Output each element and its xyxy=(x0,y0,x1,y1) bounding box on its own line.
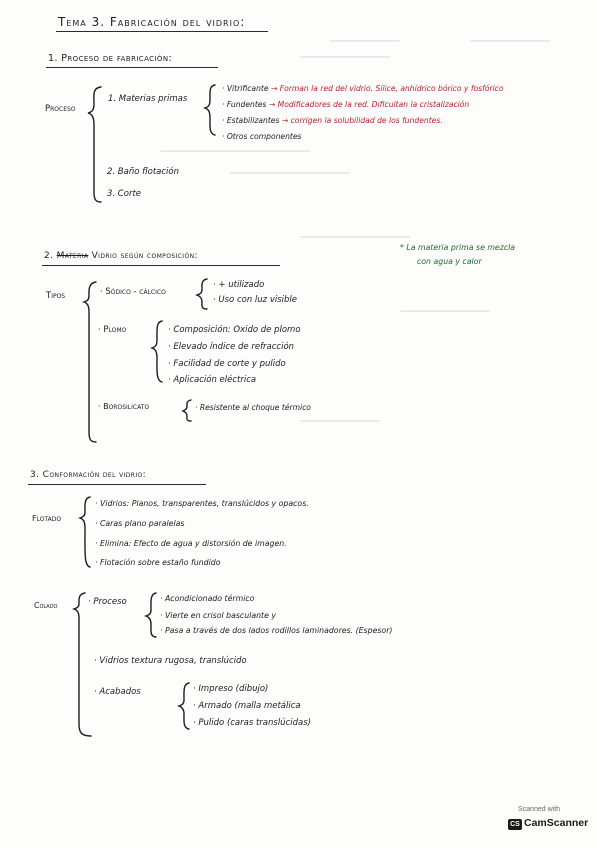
bleed-mark xyxy=(470,40,550,42)
vitrificante-name: · Vitrificante xyxy=(222,84,269,93)
vitrificante-line xyxy=(222,84,504,93)
plomo-prop-3: · Facilidad de corte y pulido xyxy=(168,359,286,369)
plomo-label: · Plomo xyxy=(98,325,127,335)
estabilizantes-line xyxy=(222,116,443,125)
sodico-prop-2: · Uso con luz visible xyxy=(213,295,297,305)
tipos-root-label: Tipos xyxy=(46,291,66,301)
brace-colado xyxy=(74,593,91,736)
brace-plomo xyxy=(152,321,162,382)
bleed-mark xyxy=(300,420,380,422)
section2-underline xyxy=(42,265,280,266)
fundentes-desc: → Modificadores de la red. Dificultan la cristalización xyxy=(268,100,470,109)
flotado-item-1: · Vidrios: Planos, transparentes, translúcidos y opacos. xyxy=(95,499,309,508)
sodico-prop-1: · + utilizado xyxy=(213,280,265,290)
section3-underline xyxy=(28,484,206,485)
brace-colado-proceso xyxy=(146,593,156,637)
section2-heading-rest: Vidrio según composición: xyxy=(91,251,198,261)
plomo-prop-1: · Composición: Oxido de plomo xyxy=(168,325,301,335)
proceso-label: · Proceso xyxy=(88,597,127,607)
sodico-calcico-label: · Sódico - cálcico xyxy=(100,287,166,297)
section3-heading: 3. Conformación del vidrio: xyxy=(30,470,147,480)
colado-step-1: · Acondicionado térmico xyxy=(160,594,255,603)
acabado-2: · Armado (malla metálica xyxy=(193,701,301,711)
brace-acabados xyxy=(179,683,189,729)
estabilizantes-name: · Estabilizantes xyxy=(222,116,280,125)
camscanner-name: CamScanner xyxy=(524,817,589,829)
acabado-3: · Pulido (caras translúcidas) xyxy=(193,718,311,728)
section1-heading: 1. Proceso de fabricación: xyxy=(48,53,173,64)
side-note-line1: * La materia prima se mezcla xyxy=(400,243,516,252)
colado-textura: · Vidrios textura rugosa, translúcido xyxy=(94,656,247,666)
bleed-mark xyxy=(330,40,400,42)
corte-label: 3. Corte xyxy=(107,189,142,199)
materias-primas-label: 1. Materias primas xyxy=(108,94,188,104)
colado-step-3: · Pasa a través de dos lados rodillos laminadores. (Espesor) xyxy=(160,626,393,635)
fundentes-name: · Fundentes xyxy=(222,100,267,109)
otros-componentes-line: · Otros componentes xyxy=(222,132,302,141)
brace-tipos xyxy=(84,282,96,442)
flotado-item-3: · Elimina: Efecto de agua y distorsión de imagen. xyxy=(95,539,287,548)
brace-proceso xyxy=(88,87,101,202)
estabilizantes-desc: → corrigen la solubilidad de los fundentes. xyxy=(281,116,443,125)
flotado-item-4: · Flotación sobre estaño fundido xyxy=(95,558,221,567)
camscanner-logo-icon: CS xyxy=(508,819,522,830)
borosilicato-prop-1: · Resistente al choque térmico xyxy=(195,403,311,412)
scanned-with-text: Scanned with xyxy=(518,806,561,813)
camscanner-watermark xyxy=(506,806,590,838)
vitrificante-desc: → Forman la red del vidrio. Sílice, anhídrico bórico y fosfórico xyxy=(270,84,504,93)
flotado-root-label: Flotado xyxy=(32,514,62,523)
fundentes-line xyxy=(222,100,469,109)
section2-heading-struck: Materia xyxy=(56,251,89,261)
proceso-root-label: Proceso xyxy=(45,104,76,114)
acabado-1: · Impreso (dibujo) xyxy=(193,684,269,694)
side-note-line2: con agua y calor xyxy=(417,257,482,266)
brace-borosilicato xyxy=(183,400,191,421)
plomo-prop-4: · Aplicación eléctrica xyxy=(168,375,257,385)
page-title: Tema 3. Fabricación del vidrio: xyxy=(58,15,246,29)
bleed-mark xyxy=(300,56,390,58)
borosilicato-label: · Borosilicato xyxy=(98,402,150,411)
bleed-mark xyxy=(230,172,350,174)
acabados-label: · Acabados xyxy=(94,687,141,697)
section2-heading-number: 2. xyxy=(44,251,54,261)
bano-flotacion-label: 2. Baño flotación xyxy=(107,167,179,177)
bleed-mark xyxy=(400,310,490,312)
bleed-mark xyxy=(300,236,410,238)
plomo-prop-2: · Elevado índice de refracción xyxy=(168,342,295,352)
brace-sodico xyxy=(197,279,207,309)
brace-flotado xyxy=(80,497,90,567)
section1-underline xyxy=(46,67,218,68)
section2-heading xyxy=(44,251,198,261)
bleed-mark xyxy=(160,150,310,152)
colado-root-label: Colado xyxy=(34,601,58,610)
colado-step-2: · Vierte en crisol basculante y xyxy=(160,611,276,620)
brace-materias xyxy=(205,85,215,135)
flotado-item-2: · Caras plano paralelas xyxy=(95,519,185,528)
title-underline xyxy=(56,31,268,32)
